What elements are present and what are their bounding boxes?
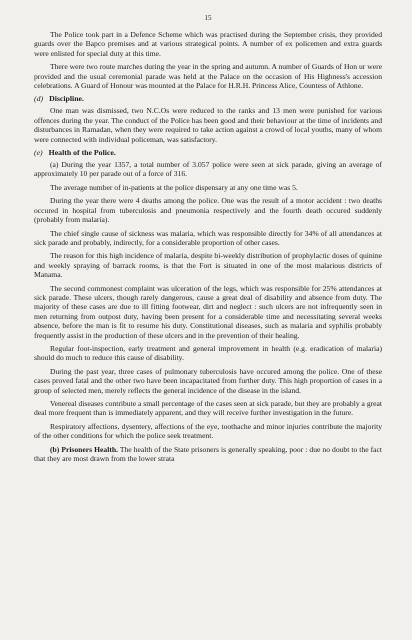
paragraph-tuberculosis: During the past year, three cases of pulmonary tuberculosis have occured among the police. One of these cases proved fatal and the other two have been incapacitated from further duty. This high proportion of cases in a group of selected men, merely reflects the general incidence of the disease in the island. [34, 366, 382, 395]
paragraph-deaths: During the year there were 4 deaths among the police. One was the result of a motor accident : two deaths occured in hospital from tuberculosis and pneumonia respectively and the fourth death occured suddenly (probably from malaria). [34, 196, 382, 225]
prisoners-health-text: The health of the State prisoners is generally speaking, poor : due no doubt to the fact that they are most drawn from the lower strata [34, 444, 382, 464]
heading-health-police-title: Health of the Police. [48, 148, 116, 158]
paragraph-prisoners-health [34, 445, 382, 464]
paragraph-defence-scheme: The Police took part in a Defence Scheme which was practised during the September crisis, they provided guards over the Bapco premises and at various strategical points. A number of ex policemen and extra guards were enlisted for special duty at this time. [34, 30, 382, 58]
paragraph-malaria: The chief single cause of sickness was malaria, which was responsible directly for 34% of all attendances at sick parade and probably, indirectly, for a considerable proportion of other cases. [34, 228, 382, 247]
prisoners-health-mark: (b) [50, 444, 60, 454]
heading-discipline-mark: (d) [34, 94, 44, 104]
heading-health-police [34, 148, 382, 157]
prisoners-health-title: Prisoners Health. [61, 444, 118, 454]
heading-health-police-mark: (e) [34, 148, 43, 158]
paragraph-respiratory: Respiratory affections, dysentery, affections of the eye, toothache and minor injuries contribute the majority of the other conditions for which the police seek treatment. [34, 421, 382, 441]
paragraph-malaria-reason: The reason for this high incidence of malaria, despite bi-weekly distribution of prophylactic doses of quinine and weekly spraying of barrack rooms, is that the Fort is situated in one of the most malarious districts of Manama. [34, 251, 382, 280]
paragraph-in-patients: The average number of in-patients at the police dispensary at any one time was 5. [50, 182, 298, 192]
paragraph-discipline: One man was dismissed, two N.C.Os were reduced to the ranks and 13 men were punished for various offences during the year. The conduct of the Police has been good and their behaviour at the time of incidents and disturbances in Ramadan, when they were required to take action against a crowd of local youths, many of whom were connected with individual policeman, was satisfactory. [34, 106, 382, 144]
paragraph-route-marches: There were two route marches during the year in the spring and autumn. A number of Guards of Hon ur were provided and the usual ceremonial parade was held at the Palace on the occasion of His Highness's accession celebrations. A Guard of Honour was mounted at the Palace for H.R.H. Princess Alice, Countess of Athlone. [34, 62, 382, 91]
paragraph-foot-inspection: Regular foot-inspection, early treatment and general improvement in health (e.g. eradication of malaria) should do much to reduce this cause of disability. [34, 343, 382, 363]
paragraph-ulcers: The second commonest complaint was ulceration of the legs, which was responsible for 25% attendances at sick parade. These ulcers, though rarely dangerous, cause a great deal of disability and absence from duty. The majority of these cases are due to ill fitting footwear, dirt and neglect : such ulcers are not infrequently seen in men returning from outpost duty, having been present for a considerable time and necessitating several weeks absence, before the man is fit to resume his duty. Constitutional diseases, such as malaria and syphilis probably frequently assist in the production of these ulcers and in the prevention of their healing. [34, 283, 382, 340]
heading-discipline-title: Discipline. [49, 94, 84, 104]
heading-discipline [34, 94, 382, 103]
page-number: 15 [204, 14, 212, 22]
paragraph-sick-parade: (a) During the year 1357, a total number of 3.057 police were seen at sick parade, giving an average of approximately 10 per parade out of a force of 316. [34, 160, 382, 179]
paragraph-venereal: Venereal diseases contribute a small percentage of the cases seen at sick parade, but they are probably a great deal more frequent than is immediately apparent, and they will receive further investigation in the future. [34, 399, 382, 418]
